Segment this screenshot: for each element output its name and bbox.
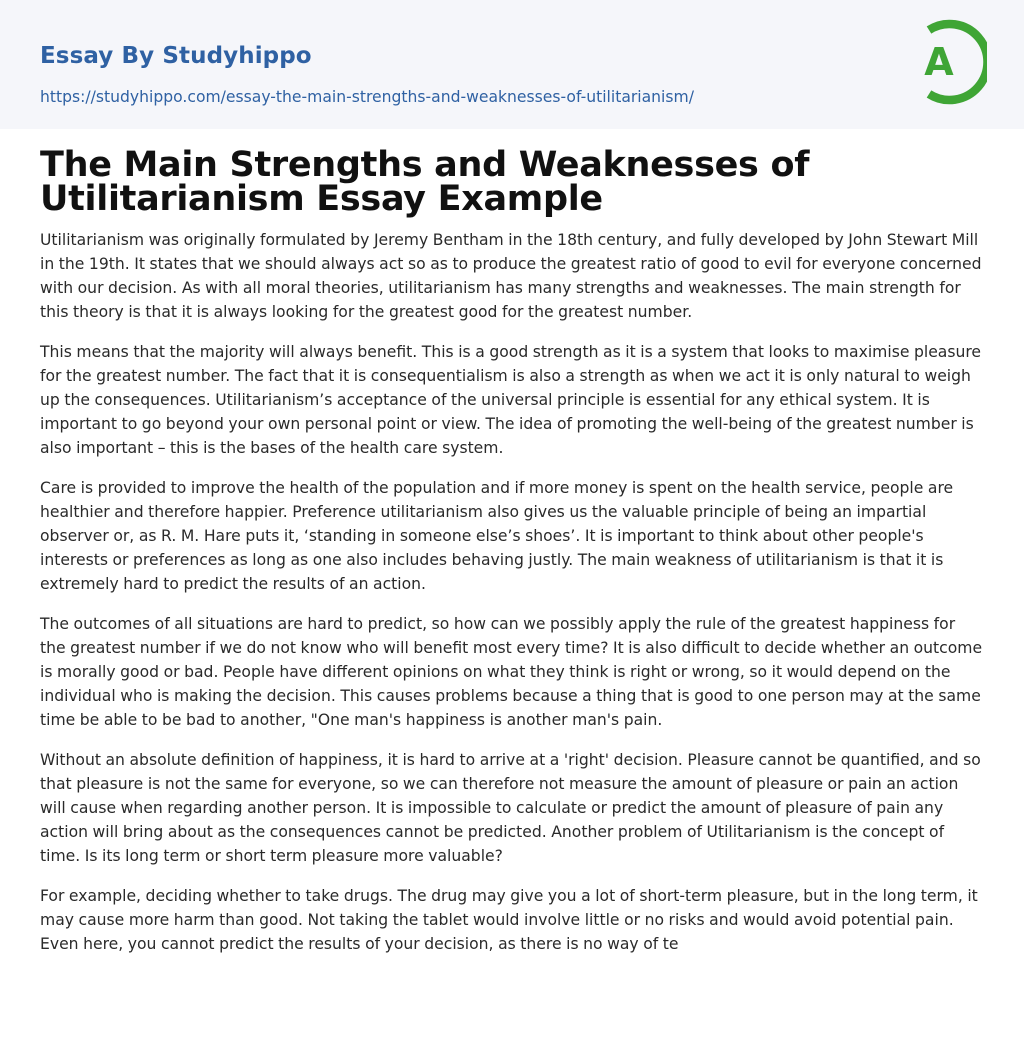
paragraph: Care is provided to improve the health of the population and if more money is spent on the health service, people are healthier and therefore happier. Preference utilitarianism also gives us the valuable principle of being an impartial observer or, as R. M. Hare puts it, ‘standing in someone else’s shoes’. It is important to think about other people's interests or preferences as long as one also includes behaving justly. The main weakness of utilitarianism is that it is extremely hard to predict the results of an action. bbox=[40, 479, 954, 593]
article-body bbox=[40, 228, 985, 972]
paragraph: The outcomes of all situations are hard to predict, so how can we possibly apply the rule of the greatest happiness for the greatest number if we do not know who will benefit most every time? It is also difficult to decide whether an outcome is morally good or bad. People have different opinions on what they think is right or wrong, so it would depend on the individual who is making the decision. This causes problems because a thing that is good to one person may at the same time be able to be bad to another, "One man's happiness is another man's pain. bbox=[40, 615, 983, 729]
site-header bbox=[0, 0, 1024, 129]
brand-title[interactable]: Essay By Studyhippo bbox=[40, 43, 312, 69]
page-title: The Main Strengths and Weaknesses of Utilitarianism Essay Example bbox=[40, 145, 810, 219]
logo-letter: A bbox=[924, 40, 954, 84]
logo-icon[interactable] bbox=[911, 17, 987, 107]
paragraph: This means that the majority will always benefit. This is a good strength as it is a system that looks to maximise pleasure for the greatest number. The fact that it is consequentialism is also a strength as when we act it is only natural to weigh up the consequences. Utilitarianism’s acceptance of the universal principle is essential for any ethical system. It is important to go beyond your own personal point or view. The idea of promoting the well-being of the greatest number is also important – this is the bases of the health care system. bbox=[40, 343, 982, 457]
paragraph: Utilitarianism was originally formulated by Jeremy Bentham in the 18th century, and fully developed by John Stewart Mill in the 19th. It states that we should always act so as to produce the greatest ratio of good to evil for everyone concerned with our decision. As with all moral theories, utilitarianism has many strengths and weaknesses. The main strength for this theory is that it is always looking for the greatest good for the greatest number. bbox=[40, 231, 982, 321]
paragraph: Without an absolute definition of happiness, it is hard to arrive at a 'right' decision. Pleasure cannot be quantified, and so that pleasure is not the same for everyone, so we can therefore not measure the amount of pleasure or pain an action will cause when regarding another person. It is impossible to calculate or predict the amount of pleasure of pain any action will bring about as the consequences cannot be predicted. Another problem of Utilitarianism is the concept of time. Is its long term or short term pleasure more valuable? bbox=[40, 751, 981, 865]
paragraph: For example, deciding whether to take drugs. The drug may give you a lot of short-term pleasure, but in the long term, it may cause more harm than good. Not taking the tablet would involve little or no risks and would avoid potential pain. Even here, you cannot predict the results of your decision, as there is no way of te bbox=[40, 887, 978, 953]
source-url-link[interactable]: https://studyhippo.com/essay-the-main-strengths-and-weaknesses-of-utilitarianism/ bbox=[40, 88, 694, 106]
